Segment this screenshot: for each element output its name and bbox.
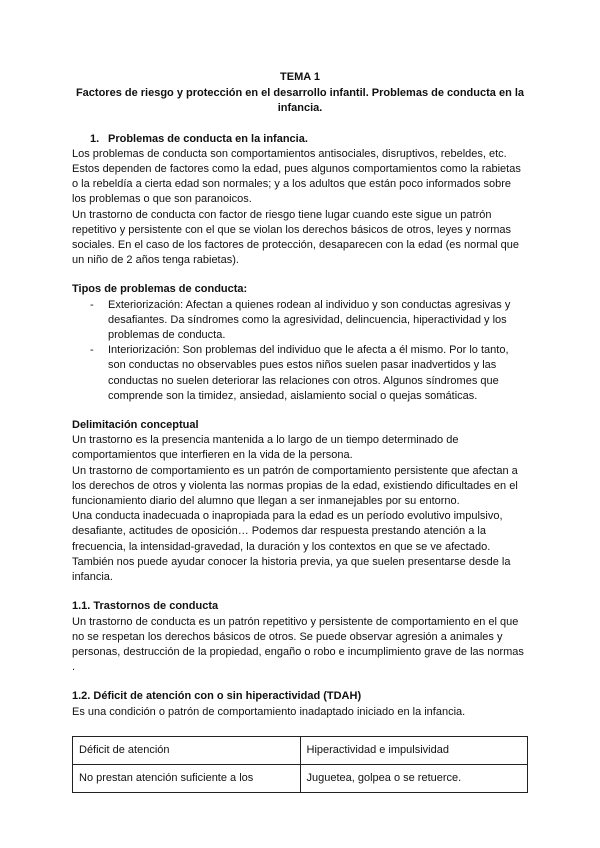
section-1-heading (72, 132, 528, 147)
delimitacion-paragraph-3: Una conducta inadecuada o inapropiada para la edad es un período evolutivo impulsivo, desafiante, actitudes de oposición… Podemos dar respuesta prestando atención a la frecuencia, la intensidad-gravedad, la duración y los contextos en que se ve afectado. También nos puede ayudar conocer la historia previa, ya que suelen presentarse desde la infancia. (72, 510, 511, 584)
section-1-paragraph-2: Un trastorno de conducta con factor de riesgo tiene lugar cuando este sigue un patrón repetitivo y persistente con el que se violan los derechos básicos de otros, leyes y normas sociales. En el caso de los factores de protección, desaparecen con la edad (es normal que un niño de 2 años tenga rabietas). (72, 208, 519, 267)
document-title: Factores de riesgo y protección en el desarrollo infantil. Problemas de conducta en la infancia. (75, 87, 525, 115)
list-item (72, 298, 528, 344)
table-header-row (73, 736, 528, 764)
table-header-cell: Déficit de atención (73, 736, 301, 764)
section-1-1-heading: 1.1. Trastornos de conducta (72, 600, 219, 613)
section-1-2-paragraph: Es una condición o patrón de comportamiento inadaptado iniciado en la infancia. (72, 705, 466, 718)
table-cell: No prestan atención suficiente a los (73, 764, 301, 792)
list-dash: - (90, 344, 94, 357)
table-cell: Juguetea, golpea o se retuerce. (300, 764, 528, 792)
list-item-text: Exteriorización: Afectan a quienes rodean al individuo y son conductas agresivas y desafiantes. Da síndromes como la agresividad, delincuencia, hiperactividad y los problemas de conducta. (108, 298, 511, 342)
section-1-heading-text: Problemas de conducta en la infancia. (108, 132, 308, 145)
tdah-table (72, 736, 528, 793)
tipos-list (72, 298, 528, 404)
delimitacion-heading: Delimitación conceptual (72, 419, 199, 432)
delimitacion-paragraph-2: Un trastorno de comportamiento es un patrón de comportamiento persistente que afectan a los derechos de otros y violenta las normas propias de la edad, existiendo dificultades en el funcionamiento diario del alumno que llegan a ser inmanejables por su entorno. (72, 464, 518, 508)
section-1-1-paragraph: Un trastorno de conducta es un patrón repetitivo y persistente de comportamiento en el que no se respetan los derechos básicos de otros. Se puede observar agresión a animales y personas, destrucción de la propiedad, engaño o robo e incumplimiento grave de las normas . (72, 615, 524, 674)
section-1-paragraph-1: Los problemas de conducta son comportamientos antisociales, disruptivos, rebeldes, etc. Estos dependen de factores como la edad, pues algunos comportamientos como la rabietas o la rebeldía a cierta edad son normales; y a los adultos que están poco informados sobre los problemas o que son paranoicos. (72, 147, 521, 206)
table-row (73, 764, 528, 792)
delimitacion-paragraph-1: Un trastorno es la presencia mantenida a lo largo de un tiempo determinado de comportamientos que interfieren en la vida de la persona. (72, 434, 459, 462)
list-dash: - (90, 298, 94, 311)
tema-label: TEMA 1 (280, 71, 320, 83)
section-1-number: 1. (90, 132, 100, 145)
list-item-text: Interiorización: Son problemas del individuo que le afecta a él mismo. Por lo tanto, son conductas no observables pues estos niños suelen pasar inadvertidos y las conductas no suelen deteriorar las relaciones con otros. Algunos síndromes que comprende son la timidez, ansiedad, aislamiento social o quejas somáticas. (108, 344, 509, 402)
section-1-2-heading: 1.2. Déficit de atención con o sin hiperactividad (TDAH) (72, 690, 362, 703)
list-item (72, 343, 528, 404)
document-content (72, 70, 528, 793)
table-header-cell: Hiperactividad e impulsividad (300, 736, 528, 764)
tipos-heading: Tipos de problemas de conducta: (72, 283, 248, 296)
